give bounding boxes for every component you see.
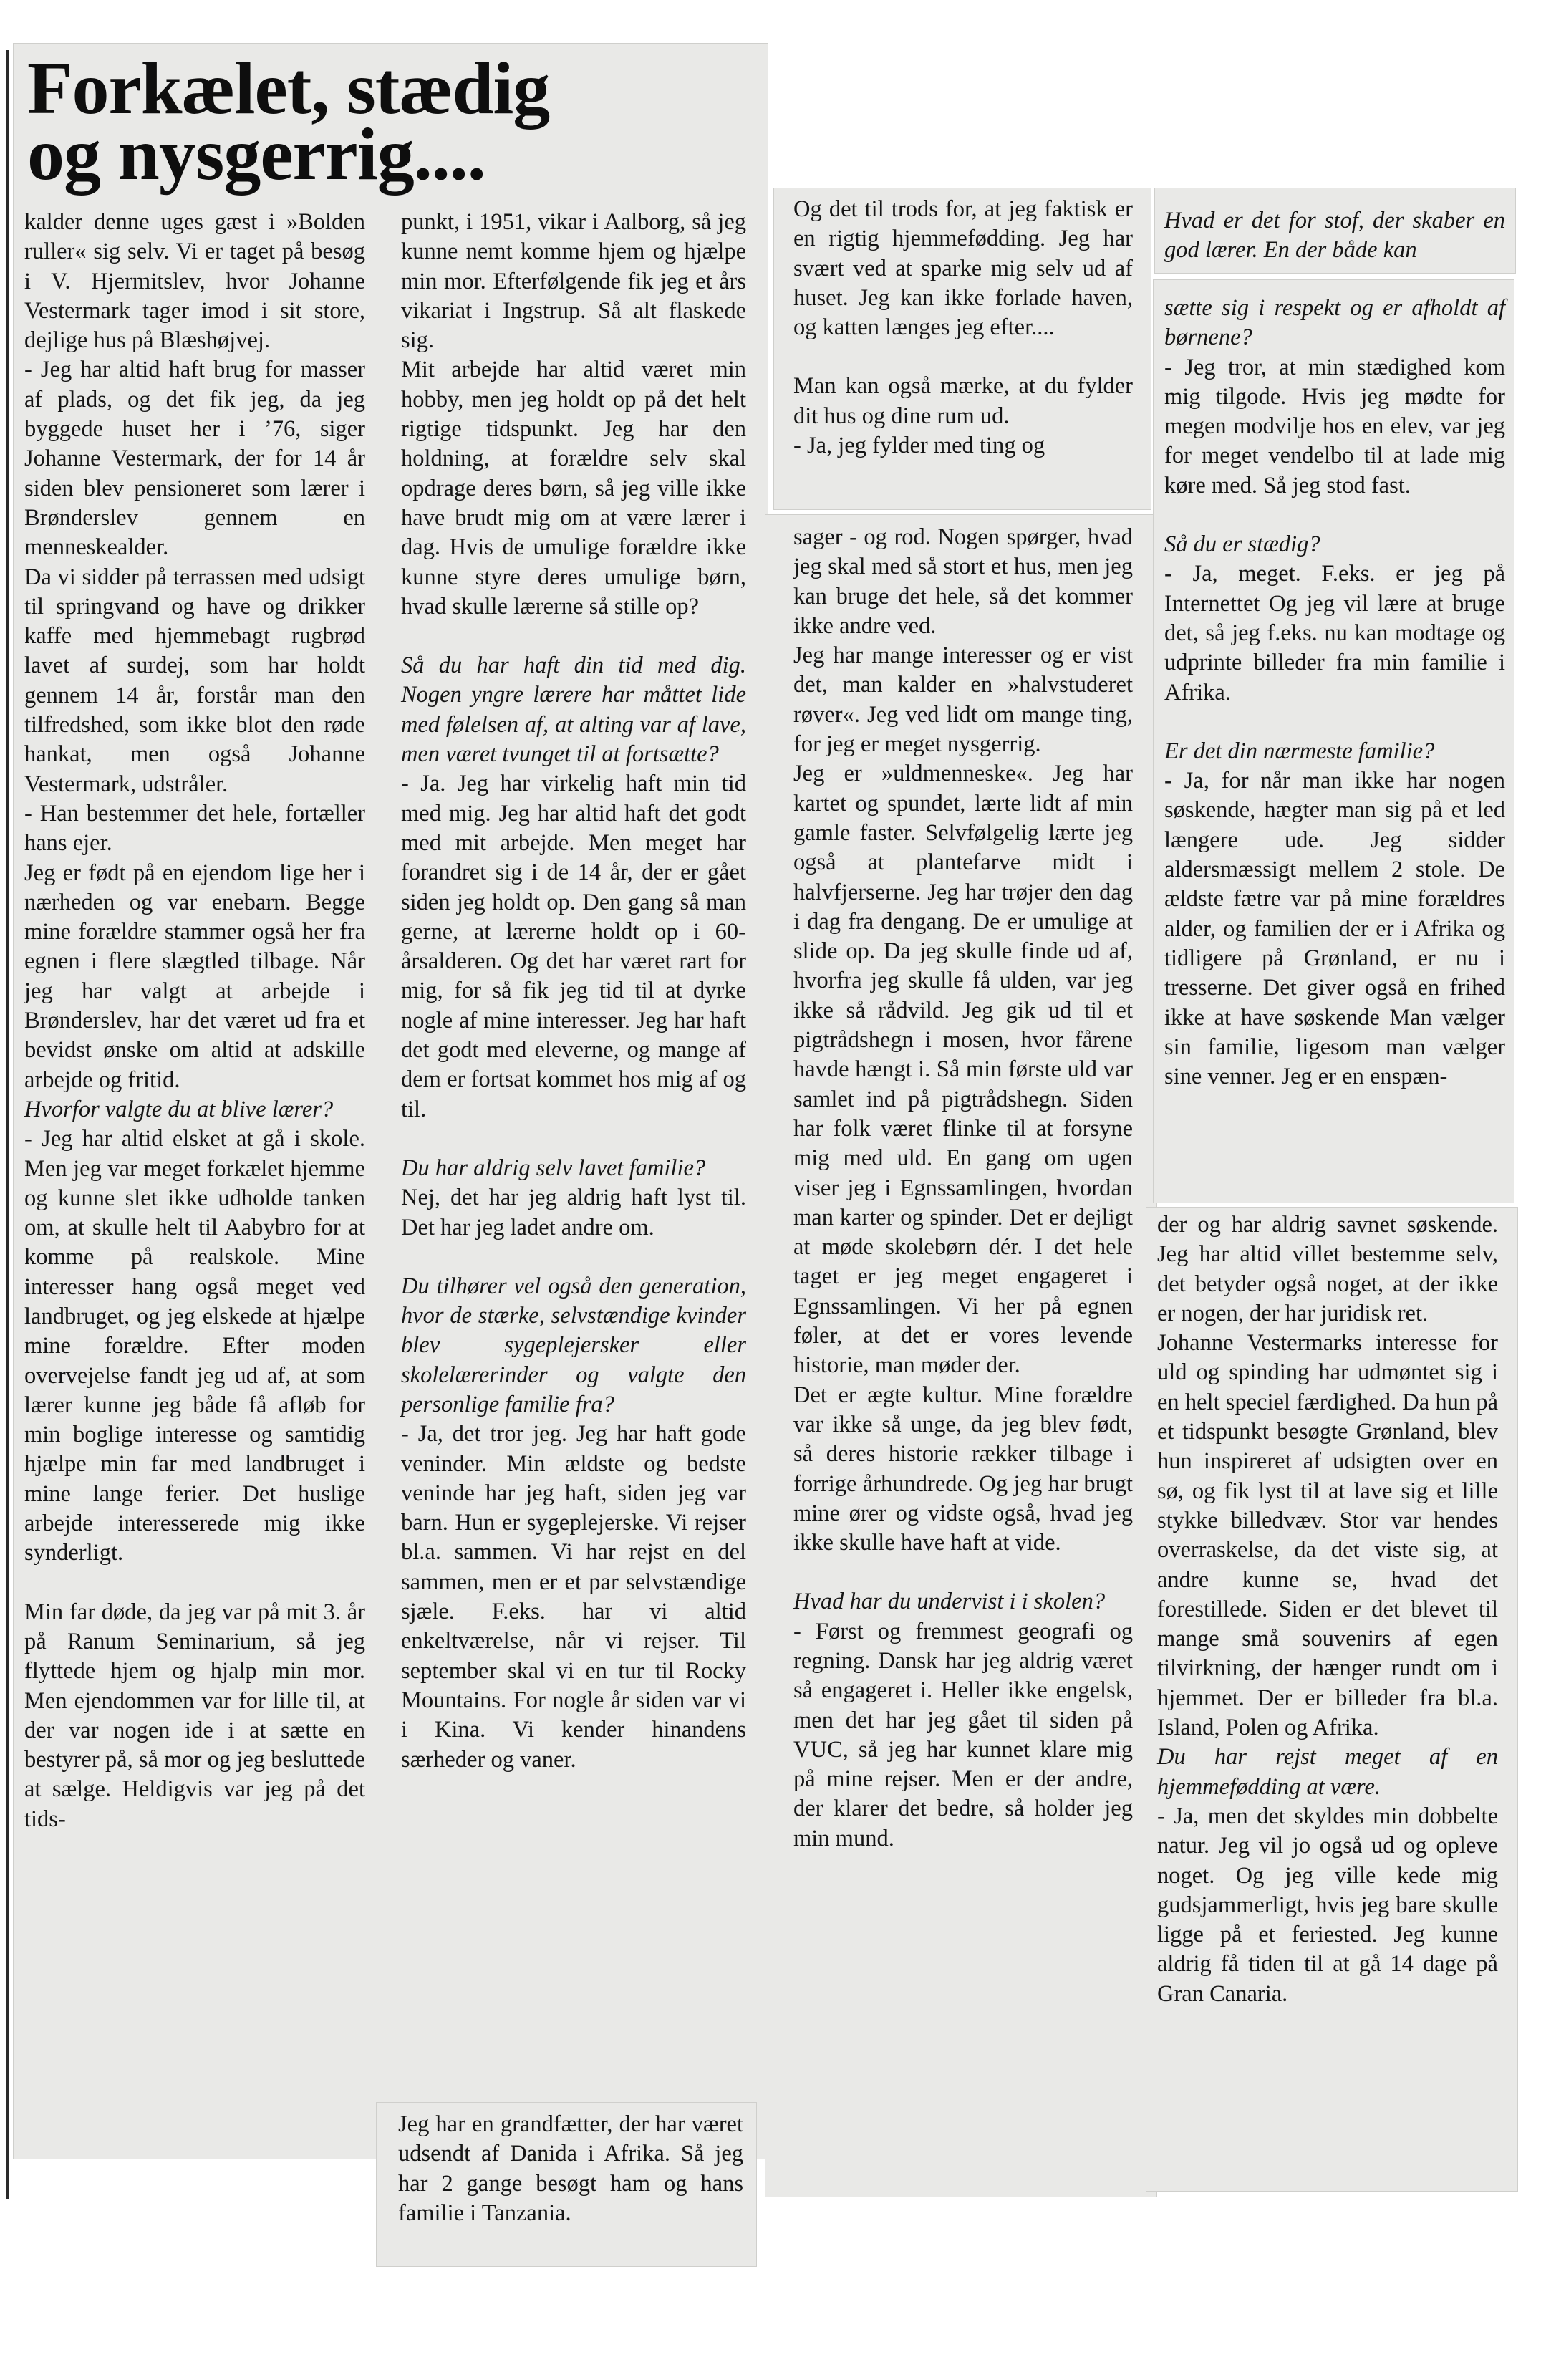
paragraph-spacer bbox=[24, 1569, 365, 1598]
headline-line-1: Forkælet, stædig bbox=[27, 47, 550, 130]
article-paragraph: - Først og fremmest geografi og regning. Dansk har jeg aldrig været så engageret i. Heller ikke engelsk, men det har jeg gået til siden på VUC, så jeg har kunnet klare mig på mine rejser. Men er der andre, der klarer det bedre, så holder jeg min mund. bbox=[793, 1618, 1133, 1851]
article-paragraph: Jeg er født på en ejendom lige her i nærheden og var enebarn. Begge mine forældre stammer også her fra egnen i flere slægtled tilbage. Når jeg har valgt at arbejde i Brønderslev, har det været ud fra et bevidst ønske om altid at adskille arbejde og fritid. bbox=[24, 859, 365, 1093]
article-column-3-top bbox=[793, 195, 1133, 461]
article-column-3 bbox=[793, 523, 1133, 1854]
paragraph-spacer bbox=[401, 1243, 746, 1272]
article-paragraph: - Han bestemmer det hele, fortæller hans ejer. bbox=[24, 800, 365, 857]
interview-question: Du har rejst meget af en hjemmefødding at være. bbox=[1157, 1744, 1498, 1800]
article-paragraph: Mit arbejde har altid været min hobby, men jeg holdt op på det helt rigtige tidspunkt. Jeg har den holdning, at forældre selv skal opdrage deres børn, så jeg ville ikke have brudt mig om at være lærer i dag. Hvis de umulige forældre ikke kunne styre deres umulige børn, hvad skulle lærerne så stille op? bbox=[401, 357, 746, 620]
article-paragraph: punkt, i 1951, vikar i Aalborg, så jeg kunne nemt komme hjem og hjælpe min mor. Efterfølgende fik jeg et års vikariat i Ingstrup. Så alt flaskede sig. bbox=[401, 209, 746, 354]
article-column-4 bbox=[1164, 294, 1505, 1092]
article-column-2 bbox=[401, 208, 746, 1775]
article-headline bbox=[27, 47, 550, 196]
article-paragraph: - Ja, det tror jeg. Jeg har haft gode veninder. Min ældste og bedste veninde har jeg haft, siden jeg var barn. Hun er sygeplejerske. Vi rejser bl.a. sammen. Vi har rejst en del sammen, men er et par selvstændige sjæle. F.eks. har vi altid enkeltværelse, når vi rejser. Til september skal vi en tur til Rocky Mountains. For nogle år siden var vi i Kina. Vi kender hinandens særheder og vaner. bbox=[401, 1421, 746, 1773]
article-paragraph: - Ja, for når man ikke har nogen søskende, hægter man sig på et led længere ude. Jeg sidder aldersmæssigt mellem 2 stole. De ældste fætre var på mine forældres alder, og familien der er i Afrika og tidligere på Grønland, er nu i tresserne. Det giver også en frihed ikke at have søskende Man vælger sin familie, ligesom man vælger sine venner. Jeg er en enspæn- bbox=[1164, 768, 1505, 1090]
paragraph-spacer bbox=[793, 342, 1133, 372]
article-paragraph: Johanne Vestermarks interesse for uld og spinding har udmøntet sig i en helt speciel færdighed. Da hun på et tidspunkt besøgte Grønland, blev hun inspireret af udsigten over en sø, og fik lyst til at lave sig et lille stykke billedvæv. Stor var hendes overraskelse, da det viste sig, at andre kunne se, hvad det forestillede. Siden er det blevet til mange små souvenirs af egen tilvirkning, der hænger rundt om i hjemmet. Der er billeder fra bl.a. Island, Polen og Afrika. bbox=[1157, 1330, 1498, 1741]
article-paragraph: - Ja, meget. F.eks. er jeg på Internettet Og jeg vil lære at bruge det, så jeg f.eks. nu kan modtage og udprinte billeder fra min familie i Afrika. bbox=[1164, 561, 1505, 705]
article-paragraph: - Ja, men det skyldes min dobbelte natur. Jeg vil jo også ud og opleve noget. Og jeg ville kede mig gudsjammerligt, hvis jeg bare skulle ligge på et feriested. Jeg kunne aldrig få tiden til at gå 14 dage på Gran Canaria. bbox=[1157, 1803, 1498, 2007]
article-paragraph: - Ja, jeg fylder med ting og bbox=[793, 433, 1045, 459]
article-paragraph: Og det til trods for, at jeg faktisk er en rigtig hjemmefødding. Jeg har svært ved at sparke mig selv ud af huset. Jeg kan ikke forlade haven, og katten længes jeg efter.... bbox=[793, 196, 1133, 341]
article-paragraph: Man kan også mærke, at du fylder dit hus og dine rum ud. bbox=[793, 373, 1133, 429]
article-paragraph: Det er ægte kultur. Mine forældre var ikke så unge, da jeg blev født, så deres historie rækker tilbage i forrige århundrede. Og jeg har brugt mine ører og vidste også, hvad jeg ikke skulle have haft at vide. bbox=[793, 1382, 1133, 1556]
paragraph-spacer bbox=[1164, 708, 1505, 737]
paragraph-spacer bbox=[1164, 501, 1505, 530]
interview-question: sætte sig i respekt og er afholdt af børnene? bbox=[1164, 295, 1505, 351]
article-paragraph: sager - og rod. Nogen spørger, hvad jeg skal med så stort et hus, men jeg kan bruge det hele, så det kommer ikke andre ved. bbox=[793, 524, 1133, 639]
page-edge-rule bbox=[6, 50, 9, 2199]
article-column-4-continued bbox=[1157, 1210, 1498, 2009]
interview-question: Hvad er det for stof, der skaber en god lærer. En der både kan bbox=[1164, 208, 1505, 264]
article-paragraph: der og har aldrig savnet søskende. Jeg har altid villet bestemme selv, det betyder også noget, at der ikke er nogen, der har juridisk ret. bbox=[1157, 1212, 1498, 1326]
interview-question: Du tilhører vel også den generation, hvor de stærke, selvstændige kvinder blev sygeplejersker eller skolelærerinder og valgte den personlige familie fra? bbox=[401, 1273, 746, 1417]
article-paragraph: Jeg har en grandfætter, der har været udsendt af Danida i Afrika. Så jeg har 2 gange besøgt ham og hans familie i Tanzania. bbox=[398, 2111, 743, 2226]
article-column-4-top bbox=[1164, 206, 1505, 266]
article-paragraph: Nej, det har jeg aldrig haft lyst til. Det har jeg ladet andre om. bbox=[401, 1185, 746, 1240]
paragraph-spacer bbox=[793, 1558, 1133, 1587]
article-paragraph: Da vi sidder på terrassen med udsigt til springvand og have og drikker kaffe med hjemmebagt rugbrød lavet af surdej, som har holdt gennem 14 år, forstår man den tilfredshed, som ikke blot den røde hankat, men også Johanne Vestermark, udstråler. bbox=[24, 564, 365, 797]
article-paragraph: - Jeg har altid haft brug for masser af plads, og det fik jeg, da jeg byggede huset her i ’76, siger Johanne Vestermark, der for 14 år siden blev pensioneret som lærer i Brønderslev gennem en menneskealder. bbox=[24, 357, 365, 561]
interview-question: Du har aldrig selv lavet familie? bbox=[401, 1155, 706, 1181]
article-paragraph: Jeg er »uldmenneske«. Jeg har kartet og spundet, lærte lidt af min gamle faster. Selvfølgelig lærte jeg også at plantefarve midt i halvfjerserne. Jeg har trøjer den dag i dag fra dengang. De er umulige at slide op. Da jeg skulle finde ud af, hvorfra jeg skulle få ulden, var jeg ikke så rådvild. Jeg gik ud til et pigtrådshegn i mosen, hvor fårene havde hængt i. Så min første uld var samlet ind på pigtrådshegn. Siden har folk været flinke til at forsyne mig med uld. En gang om ugen viser jeg i Egnssamlingen, hvordan man karter og spinder. Det er dejligt at møde skolebørn dér. I det hele taget er jeg meget engageret i Egnssamlingen. Vi her på egnen føler, at det er vores levende historie, man møder der. bbox=[793, 761, 1133, 1379]
interview-question: Hvorfor valgte du at blive lærer? bbox=[24, 1096, 334, 1122]
interview-question: Så du har haft din tid med dig. Nogen yngre lærere har måttet lide med følelsen af, at alting var af lave, men været tvunget til at fortsætte? bbox=[401, 652, 746, 768]
article-column-2-continued bbox=[398, 2110, 743, 2228]
paragraph-spacer bbox=[401, 622, 746, 651]
interview-question: Er det din nærmeste familie? bbox=[1164, 738, 1435, 764]
article-paragraph: Jeg har mange interesser og er vist det, man kalder en »halvstuderet røver«. Jeg ved lidt om mange ting, for jeg er meget nysgerrig. bbox=[793, 642, 1133, 758]
headline-line-2: og nysgerrig.... bbox=[27, 113, 485, 196]
paragraph-spacer bbox=[401, 1124, 746, 1154]
article-paragraph: - Jeg tror, at min stædighed kom mig tilgode. Hvis jeg mødte for megen modvilje hos en elev, var jeg for meget vendelbo til at lade mig køre med. Så jeg stod fast. bbox=[1164, 354, 1505, 498]
article-paragraph: - Jeg har altid elsket at gå i skole. Men jeg var meget forkælet hjemme og kunne slet ikke udholde tanken om, at skulle helt til Aabybro for at komme på realskole. Mine interesser hang også meget ved landbruget, og jeg elskede at hjælpe mine forældre. Efter moden overvejelse fandt jeg ud af, at som lærer kunne jeg både få afløb for min boglige interesse og samtidig hjælpe min far med landbruget i mine lange ferier. Det huslige arbejde interesserede mig ikke synderligt. bbox=[24, 1126, 365, 1566]
interview-question: Så du er stædig? bbox=[1164, 531, 1320, 558]
article-paragraph: Min far døde, da jeg var på mit 3. år på Ranum Seminarium, så jeg flyttede hjem og hjalp min mor. Men ejendommen var for lille til, at der var nogen ide i at sætte en bestyrer på, så mor og jeg besluttede at sælge. Heldigvis var jeg på det tids- bbox=[24, 1599, 365, 1832]
interview-question: Hvad har du undervist i i skolen? bbox=[793, 1589, 1106, 1615]
article-paragraph: - Ja. Jeg har virkelig haft min tid med mig. Jeg har altid haft det godt med mit arbejde. Men meget har forandret sig i de 14 år, der er gået siden jeg holdt op. Den gang så man gerne, at lærerne holdt op i 60-årsalderen. Og det har været rart for mig, for så fik jeg tid til at dyrke nogle af mine interesser. Jeg har haft det godt med eleverne, og mange af dem er fortsat kommet hos mig af og til. bbox=[401, 771, 746, 1122]
article-column-1 bbox=[24, 208, 365, 1834]
article-paragraph: kalder denne uges gæst i »Bolden ruller« sig selv. Vi er taget på besøg i V. Hjermitslev, hvor Johanne Vestermark tager imod i sit store, dejlige hus på Blæshøjvej. bbox=[24, 209, 365, 354]
